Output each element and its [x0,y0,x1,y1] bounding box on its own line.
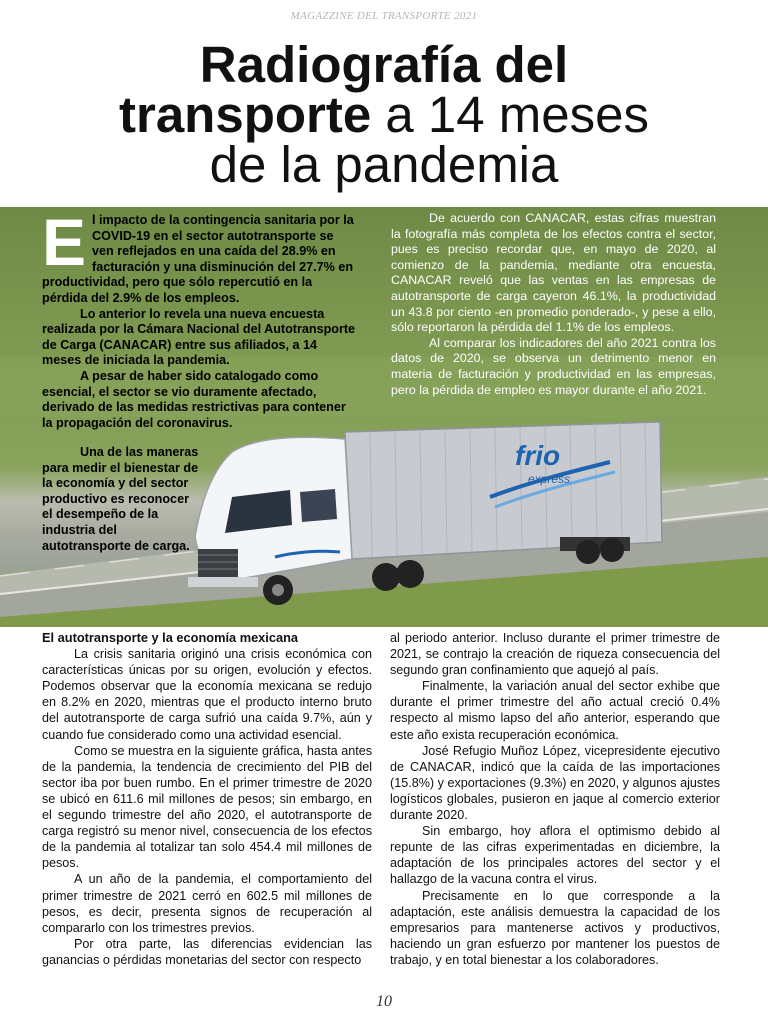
body-right-paragraph-0: al periodo anterior. Incluso durante el primer trimestre de 2021, se contrajo la creación de riqueza consecuencia del segundo gran confinamiento que aquejó al país. [390,631,720,678]
trailer-logo: frio [515,440,561,471]
drop-cap: E [42,205,87,279]
page-number: 10 [376,993,392,1010]
body-right-paragraph-3: Sin embargo, hoy aflora el optimismo debido al repunte de las cifras experimentadas en diciembre, la adaptación de los principales actores del sector y el hallazgo de la vacuna contra el virus. [390,824,720,887]
title-line-1: Radiografía del [199,36,569,93]
title-line-2-bold: transporte [118,86,372,143]
body-right-paragraph-4: Precisamente en lo que corresponde a la adaptación, este análisis demuestra la capacidad de los empresarios para mantenerse activos y productivos, haciendo un gran esfuerzo por mantener los puestos de trabajo, y en total bienestar a los colaboradores. [390,888,720,967]
intro-left-paragraph-1: l impacto de la contingencia sanitaria por la COVID-19 en el sector autotransporte se ven reflejados en una caída del 28.9% en facturación y una disminución del 27.7% en productividad, pero que sólo repercutió en la pérdida del 2.9% de los empleos. [42,213,354,305]
body-left-paragraph-4: Por otra parte, las diferencias evidencian las ganancias o pérdidas monetarias del sector con respecto [42,936,372,967]
intro-left-paragraph-4: Una de las maneras para medir el bienestar de la economía y del sector productivo es reconocer el desempeño de la industria del autotransporte de carga. [42,445,199,553]
body-right-paragraph-2: José Refugio Muñoz López, vicepresidente ejecutivo de CANACAR, indicó que la caída de las importaciones (15.8%) y exportaciones (9.3%) en 2020, y algunos ajustes logísticos globales, pusieron en jaque al comercio exterior durante 2020. [390,743,720,823]
intro-right-paragraph-2: Al comparar los indicadores del año 2021 contra los datos de 2020, se observa un detrimento menor en materia de facturación y productividad en las empresas, pero la pérdida de empleo es mayor durante el año 2021. [391,335,716,397]
title-line-2-rest: a 14 meses [371,86,650,143]
title-line-3: de la pandemia [209,136,559,193]
body-left-paragraph-3: A un año de la pandemia, el comportamiento del primer trimestre de 2021 cerró en 602.5 mil millones de pesos, es decir, presenta signos de recuperación al compararlo con los trimestres previos. [42,872,372,935]
magazine-header: MAGAZZINE DEL TRANSPORTE 2021 [290,10,478,22]
trailer-logo-sub: express [528,472,571,486]
article-title [0,36,768,193]
body-right-paragraph-1: Finalmente, la variación anual del sector exhibe que durante el primer trimestre del año actual creció 0.4% respecto al mismo lapso del año anterior, esperando que este año exista recuperación económica. [390,679,720,742]
body-left-paragraph-1: La crisis sanitaria originó una crisis económica con características únicas por su origen, evolución y efectos. Podemos observar que la economía mexicana se redujo en 8.2% en 2020, mientras que el producto interno bruto del autotransporte de carga sufrió una caída 9.7%, aún y cuando fue considerado como una actividad esencial. [42,647,372,742]
body-left-column [42,630,372,968]
section-heading: El autotransporte y la economía mexicana [42,630,299,645]
intro-left-paragraph-2: Lo anterior lo revela una nueva encuesta realizada por la Cámara Nacional del Autotransporte de Carga (CANACAR) entre sus afiliados, a 14 meses de iniciada la pandemia. [42,306,356,368]
intro-right-column [391,211,716,398]
body-right-column [390,630,720,968]
intro-right-paragraph-1: De acuerdo con CANACAR, estas cifras muestran la fotografía más completa de los efectos contra el sector, pues es preciso recordar que, en mayo de 2020, al comienzo de la pandemia, mediante otra encuesta, CANACAR reveló que las ventas en las empresas de autotransporte de carga cayeron 46.1%, la productividad un 43.8 por ciento -en promedio ponderado-, y pese a ello, sólo reportaron la pérdida del 1.1% de los empleos. [391,211,716,335]
body-left-paragraph-2: Como se muestra en la siguiente gráfica, hasta antes de la pandemia, la tendencia de crecimiento del PIB del sector iba por buen rumbo. En el primer trimestre de 2020 se ubicó en 611.6 mil millones de pesos; sin embargo, en el segundo trimestre del año 2020, el autotransporte de carga registró su menor nivel, consecuencia de los efectos de la pandemia al totalizar tan solo 454.4 mil millones de pesos. [42,743,372,871]
intro-left-paragraph-3: A pesar de haber sido catalogado como esencial, el sector se vio duramente afectado, derivado de las medidas restrictivas para contener la propagación del coronavirus. [42,368,346,430]
intro-left-narrow-column [42,445,202,554]
intro-left-column [42,205,358,431]
